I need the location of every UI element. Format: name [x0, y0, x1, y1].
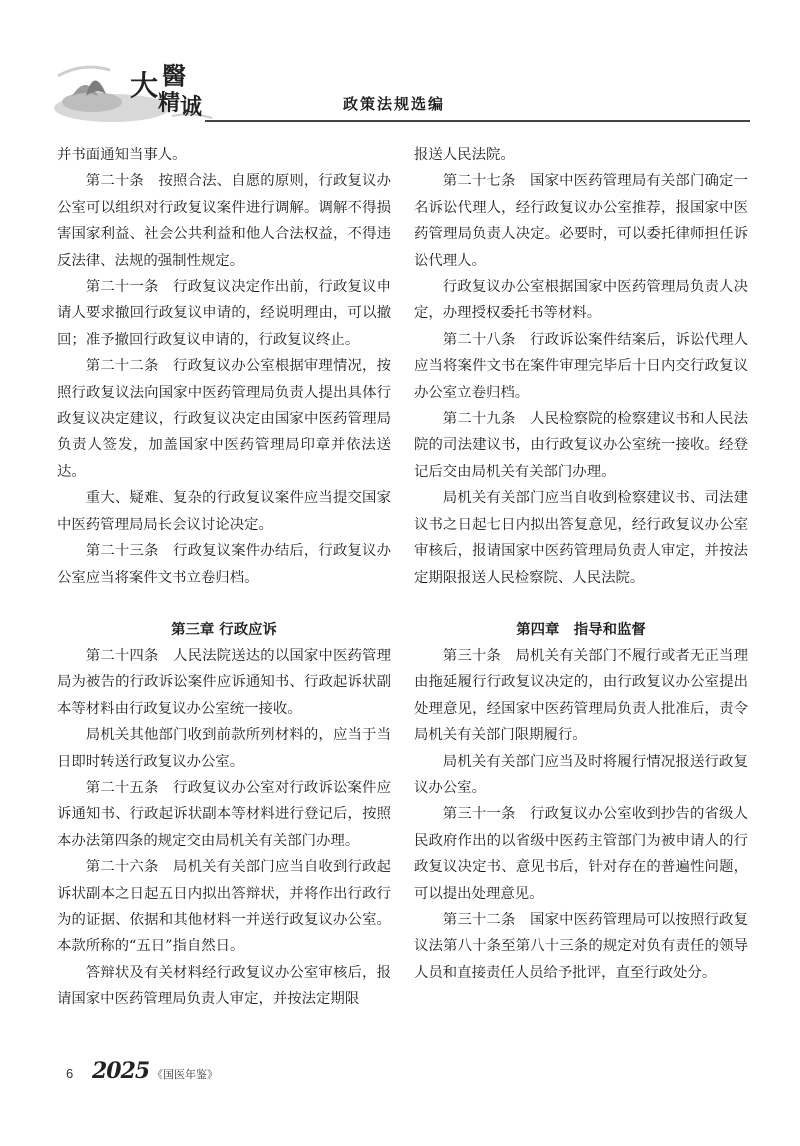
- paragraph: 第二十三条 行政复议案件办结后，行政复议办公室应当将案件文书立卷归档。: [57, 543, 391, 586]
- logo-char-2: 醫: [162, 61, 186, 90]
- paragraph: 报送人民法院。: [414, 147, 515, 163]
- yearbook-year: 2025: [92, 1058, 150, 1084]
- paragraph: 第三十条 局机关有关部门不履行或者无正当理由拖延履行行政复议决定的，由行政复议办公室提出处理意见，经国家中医药管理局负责人批准后，责令局机关有关部门限期履行。: [414, 647, 748, 744]
- journal-logo: [52, 56, 217, 126]
- paragraph: 第二十二条 行政复议办公室根据审理情况，按照行政复议法向国家中医药管理局负责人提出具体行政复议决定建议，行政复议决定由国家中医药管理局负责人签发，加盖国家中医药管理局印章并依法送达。: [57, 358, 391, 480]
- paragraph: 第二十六条 局机关有关部门应当自收到行政起诉状副本之日起五日内拟出答辩状，并将作出行政行为的证据、依据和其他材料一并送行政复议办公室。本款所称的“五日”指自然日。: [57, 859, 391, 955]
- header-divider: [205, 120, 750, 122]
- paragraph: 第二十九条 人民检察院的检察建议书和人民法院的司法建议书，由行政复议办公室统一接收。经登记后交由局机关有关部门办理。: [414, 411, 748, 480]
- paragraph: 局机关有关部门应当自收到检察建议书、司法建议书之日起七日内拟出答复意见，经行政复议办公室审核后，报请国家中医药管理局负责人审定，并按法定期限报送人民检察院、人民法院。: [414, 490, 748, 586]
- paragraph: 第二十条 按照合法、自愿的原则，行政复议办公室可以组织对行政复议案件进行调解。调解不得损害国家利益、社会公共利益和他人合法权益，不得违反法律、法规的强制性规定。: [57, 173, 391, 269]
- paragraph: 第二十五条 行政复议办公室对行政诉讼案件应诉通知书、行政起诉状副本等材料进行登记后，按照本办法第四条的规定交由局机关有关部门办理。: [57, 779, 391, 849]
- paragraph: 第二十七条 国家中医药管理局有关部门确定一名诉讼代理人，经行政复议办公室推荐，报国家中医药管理局负责人决定。必要时，可以委托律师担任诉讼代理人。: [414, 173, 748, 269]
- logo-char-1: 大: [130, 69, 159, 102]
- chapter-heading: 第四章 指导和监督: [516, 621, 646, 638]
- paragraph: 第三十二条 国家中医药管理局可以按照行政复议法第八十条至第八十三条的规定对负有责任的领导人员和直接责任人员给予批评，直至行政处分。: [414, 911, 748, 981]
- publication-name: 《国医年鉴》: [152, 1068, 218, 1081]
- paragraph: 并书面通知当事人。: [57, 147, 187, 163]
- paragraph: 答辩状及有关材料经行政复议办公室审核后，报请国家中医药管理局负责人审定，并按法定期限: [57, 964, 391, 1008]
- logo-char-3: 精: [158, 90, 181, 116]
- paragraph: 第三十一条 行政复议办公室收到抄告的省级人民政府作出的以省级中医药主管部门为被申请人的行政复议决定书、意见书后，针对存在的普遍性问题，可以提出处理意见。: [414, 806, 748, 902]
- chapter-heading: 第三章 行政应诉: [171, 621, 277, 638]
- section-title: 政策法规选编: [343, 95, 446, 113]
- paragraph: 重大、疑难、复杂的行政复议案件应当提交国家中医药管理局局长会议讨论决定。: [57, 490, 391, 533]
- logo-char-4: 诚: [180, 94, 203, 120]
- page-number: 6: [66, 1066, 74, 1081]
- page-header: [0, 0, 800, 130]
- paragraph: 第二十四条 人民法院送达的以国家中医药管理局为被告的行政诉讼案件应诉通知书、行政起诉状副本等材料由行政复议办公室统一接收。: [57, 647, 391, 717]
- paragraph: 局机关其他部门收到前款所列材料的，应当于当日即时转送行政复议办公室。: [57, 727, 391, 770]
- paragraph: 第二十一条 行政复议决定作出前，行政复议申请人要求撤回行政复议申请的，经说明理由，可以撤回；准予撤回行政复议申请的，行政复议终止。: [57, 279, 391, 348]
- right-column: [414, 142, 748, 986]
- paragraph: 行政复议办公室根据国家中医药管理局负责人决定，办理授权委托书等材料。: [414, 279, 748, 322]
- paragraph: 局机关有关部门应当及时将履行情况报送行政复议办公室。: [414, 753, 748, 796]
- paragraph: 第二十八条 行政诉讼案件结案后，诉讼代理人应当将案件文书在案件审理完毕后十日内交行政复议办公室立卷归档。: [414, 331, 748, 401]
- left-column: [57, 142, 391, 1013]
